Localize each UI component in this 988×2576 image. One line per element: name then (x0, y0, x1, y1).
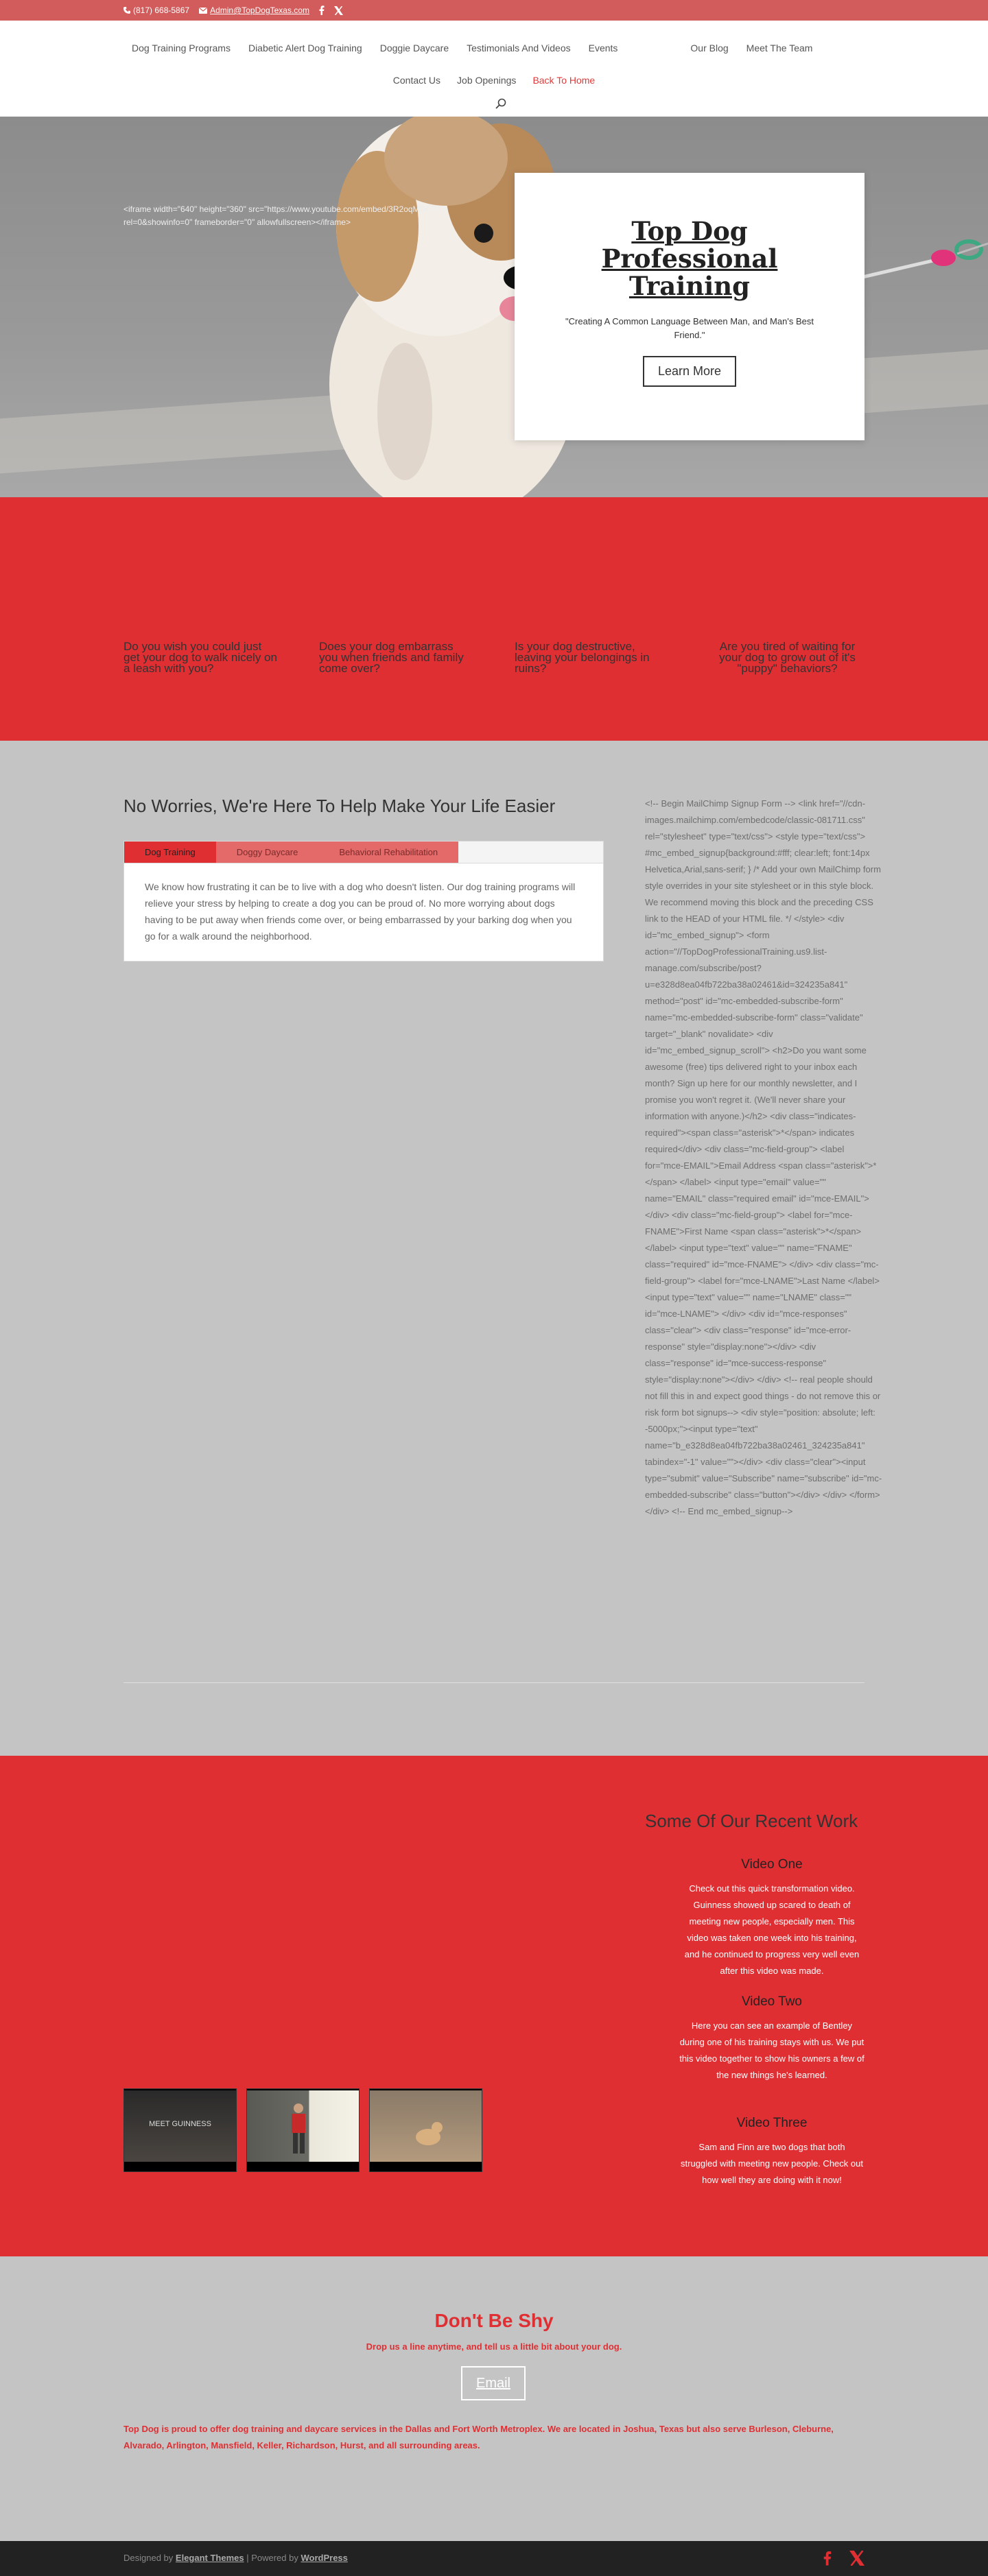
contact-section (0, 2256, 988, 2541)
tab-doggy-daycare[interactable]: Doggy Daycare (216, 842, 319, 863)
nav-dog-training-programs[interactable]: Dog Training Programs (132, 43, 231, 53)
nav-job-openings[interactable]: Job Openings (457, 75, 517, 86)
phone-item[interactable] (124, 5, 189, 15)
leash-photo (851, 226, 988, 281)
email-button[interactable]: Email (461, 2366, 526, 2400)
envelope-icon (199, 8, 207, 14)
footer-credits (124, 2553, 348, 2563)
powered-by-text: | Powered by (244, 2553, 301, 2563)
site-footer (0, 2541, 988, 2576)
hero-subtitle: "Creating A Common Language Between Man, and Man's Best Friend." (565, 316, 814, 340)
phone-number: (817) 668-5867 (133, 5, 190, 15)
nav-doggie-daycare[interactable]: Doggie Daycare (379, 43, 449, 53)
thumb-caption: MEET GUINNESS (149, 2120, 211, 2128)
contact-subtitle: Drop us a line anytime, and tell us a little bit about your dog. (366, 2341, 622, 2352)
nav-contact-us[interactable]: Contact Us (392, 75, 441, 86)
learn-more-button[interactable]: Learn More (643, 356, 736, 387)
wordpress-link[interactable]: WordPress (301, 2553, 348, 2563)
hero-section (0, 117, 988, 497)
x-twitter-icon[interactable] (334, 6, 343, 15)
question-destructive: Is your dog destructive, leaving your belongings in ruins? (515, 640, 650, 675)
question-embarrass: Does your dog embarrass you when friends and family come over? (319, 640, 464, 675)
nav-diabetic-alert[interactable]: Diabetic Alert Dog Training (248, 43, 362, 53)
nav-meet-the-team[interactable]: Meet The Team (746, 43, 813, 53)
tab-bar (124, 842, 603, 863)
mailchimp-code-text: <!-- Begin MailChimp Signup Form --> <link href="//cdn-images.mailchimp.com/embedcode/classic-081711.css" rel="stylesheet" type="text/css"> <style type="text/css"> #mc_embed_signup{background:#fff; clear:left; font:14px Helvetica,Arial,sans-serif; } /* Add your own MailChimp form style overrides in your site stylesheet or in this style block. We recommend moving this block and the preceding CSS link to the HEAD of your HTML file. */ </style> <div id="mc_embed_signup"> <form action="//TopDogProfessionalTraining.us9.list-manage.com/subscribe/post?u=e328d8ea04fb722ba38a02461&id=324235a841" method="post" id="mc-embedded-subscribe-form" name="mc-embedded-subscribe-form" class="validate" target="_blank" novalidate> <div id="mc_embed_signup_scroll"> <h2>Do you want some awesome (free) tips delivered right to your inbox each month? Sign up here for our monthly newsletter, and I promise you won't regret it. (We'll never share your information with anyone.)</h2> <div class="indicates-required"><span class="asterisk">*</span> indicates required</div> <div class="mc-field-group"> <label for="mce-EMAIL">Email Address <span class="asterisk">*</span> </label> <input type="email" value="" name="EMAIL" class="required email" id="mce-EMAIL"> </div> <div class="mc-field-group"> <label for="mce-FNAME">First Name <span class="asterisk">*</span> </label> <input type="text" value="" name="FNAME" class="required" id="mce-FNAME"> </div> <div class="mc-field-group"> <label for="mce-LNAME">Last Name </label> <input type="text" value="" name="LNAME" class="" id="mce-LNAME"> </div> <div id="mce-responses" class="clear"> <div class="response" id="mce-error-response" style="display:none"></div> <div class="response" id="mce-success-response" style="display:none"></div> </div> <!-- real people should not fill this in and expect good things - do not remove this or risk form bot signups--> <div style="position: absolute; left: -5000px;"><input type="text" name="b_e328d8ea04fb722ba38a02461_324235a841" tabindex="-1" value=""></div> <div class="clear"><input type="submit" value="Subscribe" name="subscribe" id="mc-embedded-subscribe" class="button"></div> </div> </form> </div> <!-- End mc_embed_signup--> (645, 798, 882, 1516)
video-one-title: Video One (741, 1857, 803, 1872)
tabs-module (124, 841, 604, 962)
video-one-desc: Check out this quick transformation video. Guinness showed up scared to death of meeting new people, especially men. This video was taken one week into his training, and he continued to progress very well even after this video was made. (684, 1883, 860, 1976)
video-three-desc: Sam and Finn are two dogs that both struggled with meeting new people. Check out how well they are doing with it now! (681, 2142, 863, 2185)
nav-our-blog[interactable]: Our Blog (690, 43, 729, 53)
email-item[interactable] (199, 5, 309, 15)
footer-social (823, 2551, 864, 2566)
contact-title: Don't Be Shy (434, 2310, 554, 2331)
main-nav-row-1 (124, 43, 864, 53)
iframe-code-text: <iframe width="640" height="360" src="https://www.youtube.com/embed/3R2oqMzrI-Ps?rel=0&showinfo=0" frameborder="0" allowfullscreen></iframe> (124, 204, 446, 227)
service-area-note: Top Dog is proud to offer dog training and daycare services in the Dallas and Fort Worth Metroplex. We are located in Joshua, Texas but also serve Burleson, Cleburne, Alvarado, Arlington, Mansfield, Keller, Richardson, Hurst, and all surrounding areas. (124, 2424, 834, 2450)
section-divider (124, 1682, 864, 1683)
video-two-title: Video Two (741, 1994, 803, 2009)
tab-behavioral-rehabilitation[interactable]: Behavioral Rehabilitation (318, 842, 458, 863)
facebook-icon[interactable] (823, 2551, 832, 2566)
designed-by-text: Designed by (124, 2553, 174, 2563)
question-leash: Do you wish you could just get your dog to walk nicely on a leash with you? (124, 640, 277, 675)
elegant-themes-link[interactable]: Elegant Themes (175, 2553, 244, 2563)
video-three-title: Video Three (736, 2116, 808, 2130)
phone-icon (124, 7, 130, 14)
help-section (0, 741, 988, 1756)
person-figure (285, 2101, 312, 2156)
question-puppy: Are you tired of waiting for your dog to grow out of it's "puppy" behaviors? (719, 640, 856, 675)
nav-events[interactable]: Events (588, 43, 618, 53)
video-thumbnail-guinness[interactable] (124, 2088, 237, 2172)
main-nav-row-2 (124, 75, 864, 86)
search-icon[interactable] (495, 98, 506, 109)
help-heading: No Worries, We're Here To Help Make Your Life Easier (124, 796, 556, 816)
questions-section (0, 497, 988, 741)
video-two-block (679, 1994, 864, 2084)
hero-title: Top Dog Professional Training (601, 216, 778, 301)
video-thumbnail-sam-finn[interactable] (369, 2088, 482, 2172)
nav-testimonials[interactable]: Testimonials And Videos (467, 43, 571, 53)
x-twitter-icon[interactable] (849, 2551, 864, 2566)
email-link[interactable]: Admin@TopDogTexas.com (210, 5, 309, 15)
top-bar (0, 0, 988, 21)
hero-card (515, 173, 864, 440)
site-header (0, 21, 988, 117)
facebook-icon[interactable] (319, 5, 325, 15)
recent-work-section (0, 1756, 988, 2256)
video-two-desc: Here you can see an example of Bentley during one of his training stays with us. We put this video together to show his owners a few of the new things he's learned. (679, 2020, 864, 2080)
dog-figure (411, 2116, 445, 2151)
recent-work-heading: Some Of Our Recent Work (645, 1811, 858, 1831)
video-one-block (679, 1857, 864, 1979)
tab-dog-training[interactable]: Dog Training (124, 842, 216, 863)
video-three-block (679, 2116, 864, 2189)
video-thumbnail-bentley[interactable] (246, 2088, 360, 2172)
nav-back-to-home[interactable]: Back To Home (532, 75, 596, 86)
tab-content: We know how frustrating it can be to live with a dog who doesn't listen. Our dog training programs will relieve your stress by helping to create a dog you can be proud of. No more worrying about dogs having to be put away when friends come over, or being embarrassed by your barking dog when you go for a walk around the neighborhood. (145, 881, 576, 942)
